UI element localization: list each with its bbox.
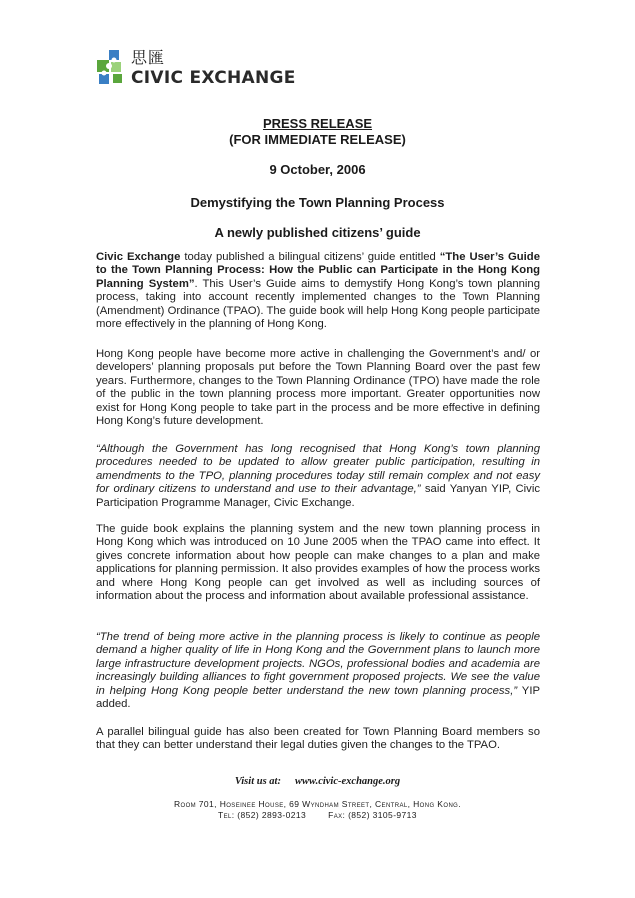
website-link[interactable]: www.civic-exchange.org: [294, 776, 401, 787]
release-date: 9 October, 2006: [269, 162, 366, 177]
logo-name: CIVIC EXCHANGE: [131, 68, 296, 88]
guide-title: “The User’s Guide to the Town Planning Process: How the Public can Participate in the Hong Kong Planning System”: [96, 251, 540, 290]
intro-text-a: today published a bilingual citizens’ guide entitled: [180, 251, 440, 263]
paragraph-quote-2: [96, 631, 540, 711]
footer-address: Room 701, Hoseinee House, 69 Wyndham Street, Central, Hong Kong.: [173, 799, 462, 809]
paragraph-background: Hong Kong people have become more active in challenging the Government’s and/ or developers’ planning proposals put before the Town Planning Board over the past few years. Furthermore, changes to the Town Planning Ordinance (TPO) have made the role of the public in the town planning process more important. Greater opportunities now exist for Hong Kong people to take part in the process and be more effective in defining Hong Kong’s future development.: [96, 348, 540, 428]
footer-visit: [0, 776, 635, 787]
quote-1-text: “Although the Government has long recognised that Hong Kong’s town planning procedures needed to be updated to allow greater public participation, resulting in amendments to the TPO, planning procedures today still remain complex and not easy for ordinary citizens to understand and use to their advantage,”: [96, 443, 540, 496]
paragraph-quote-1: [96, 443, 540, 510]
puzzle-logo-icon: [95, 46, 129, 86]
visit-label: Visit us at:: [234, 776, 281, 787]
paragraph-parallel-guide: A parallel bilingual guide has also been created for Town Planning Board members so that they can better understand their legal duties given the changes to the TPAO.: [96, 726, 540, 752]
org-name: Civic Exchange: [96, 251, 181, 263]
logo-chinese-text: 思匯: [131, 48, 166, 67]
immediate-release-heading: (FOR IMMEDIATE RELEASE): [229, 132, 406, 147]
quote-2-text: “The trend of being more active in the planning process is likely to continue as people demand a higher quality of life in Hong Kong and the Government plans to launch more large infrastructure development projects. NGOs, professional bodies and academia are increasingly building alliances to fight government proposed projects. We see the value in helping Hong Kong people better understand the new town planning process,”: [96, 631, 540, 697]
quote-1-attribution: said Yanyan YIP, Civic Participation Programme Manager, Civic Exchange.: [96, 483, 540, 509]
press-release-heading: PRESS RELEASE: [262, 116, 373, 131]
footer-contact: [0, 810, 635, 820]
release-title: Demystifying the Town Planning Process: [190, 195, 445, 210]
footer-tel: Tel: (852) 2893-0213: [218, 810, 307, 820]
paragraph-intro: [96, 251, 540, 331]
intro-text-b: . This User’s Guide aims to demystify Hong Kong’s town planning process, taking into account recently implemented changes to the Town Planning (Amendment) Ordinance (TPAO). The guide book will help Hong Kong people participate more effectively in the planning of Hong Kong.: [96, 277, 540, 331]
civic-exchange-logo: [95, 44, 296, 96]
release-subtitle: A newly published citizens’ guide: [214, 225, 421, 240]
paragraph-guide-details: The guide book explains the planning system and the new town planning process in Hong Kong which was introduced on 10 June 2005 when the TPAO came into effect. It gives concrete information about how people can make changes to a plan and make applications for planning permission. It also provides examples of how the process works and where Hong Kong people can get involved as well as including sources of information about the process and information about available professional assistance.: [96, 523, 540, 603]
footer-fax: Fax: (852) 3105-9713: [328, 810, 417, 820]
quote-2-attribution: YIP added.: [96, 684, 540, 711]
